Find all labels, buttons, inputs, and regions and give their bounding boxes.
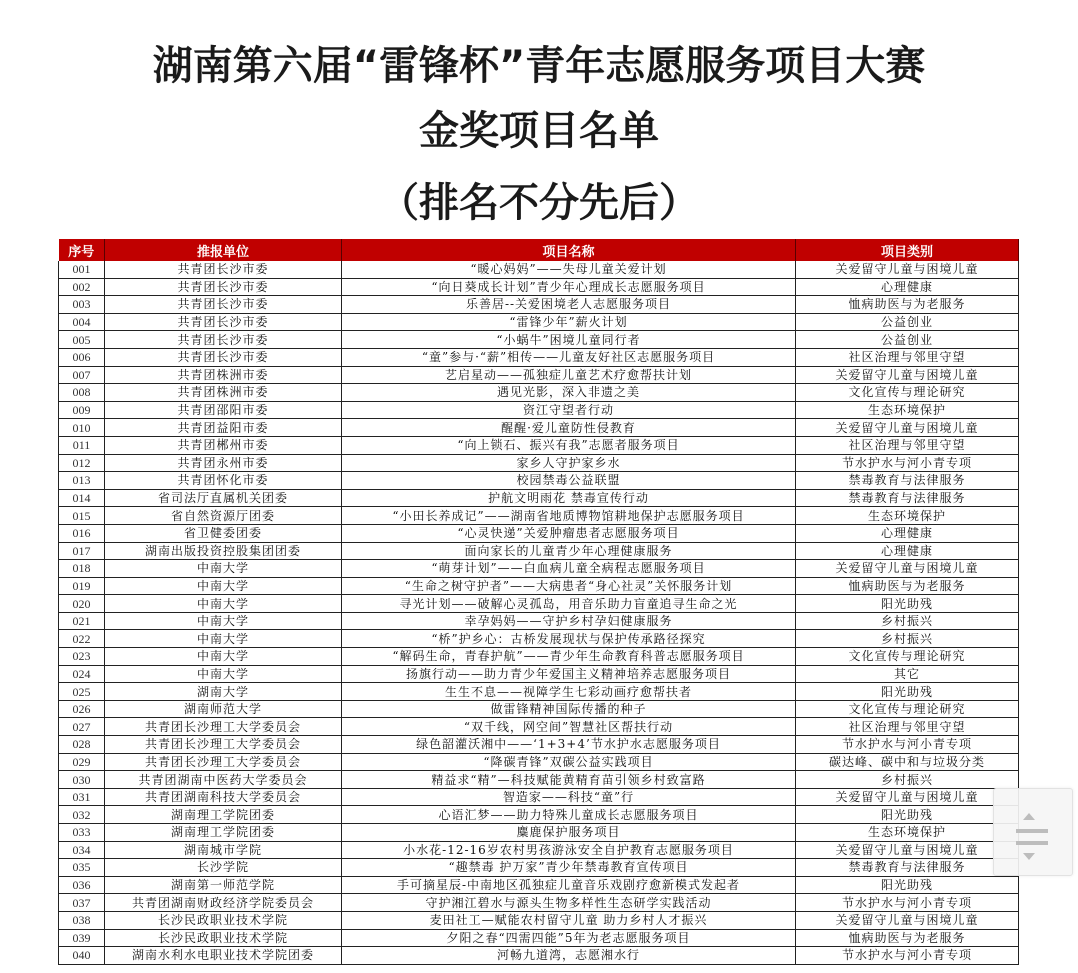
table-row bbox=[59, 824, 1019, 842]
row-project: 绿色韶灌沃湘中——‘1+3+4’节水护水志愿服务项目 bbox=[342, 736, 796, 754]
row-number: 006 bbox=[59, 348, 105, 366]
row-project: 幸孕妈妈——守护乡村孕妇健康服务 bbox=[342, 612, 796, 630]
row-number: 027 bbox=[59, 718, 105, 736]
row-number: 038 bbox=[59, 911, 105, 929]
row-project: 乐善居--关爱困境老人志愿服务项目 bbox=[342, 296, 796, 314]
row-project: 家乡人守护家乡水 bbox=[342, 454, 796, 472]
column-header-unit: 推报单位 bbox=[105, 239, 342, 261]
row-unit: 共青团株洲市委 bbox=[105, 366, 342, 384]
row-number: 040 bbox=[59, 947, 105, 965]
row-unit: 湖南理工学院团委 bbox=[105, 806, 342, 824]
table-row bbox=[59, 278, 1019, 296]
grip-lines-icon[interactable] bbox=[1016, 841, 1048, 845]
row-unit: 共青团长沙理工大学委员会 bbox=[105, 718, 342, 736]
row-number: 036 bbox=[59, 876, 105, 894]
table-row bbox=[59, 296, 1019, 314]
table-row bbox=[59, 366, 1019, 384]
table-row bbox=[59, 507, 1019, 525]
row-category: 禁毒教育与法律服务 bbox=[796, 472, 1019, 490]
row-category: 关爱留守儿童与困境儿童 bbox=[796, 788, 1019, 806]
row-project: 资江守望者行动 bbox=[342, 401, 796, 419]
row-category: 禁毒教育与法律服务 bbox=[796, 859, 1019, 877]
row-number: 016 bbox=[59, 524, 105, 542]
row-number: 012 bbox=[59, 454, 105, 472]
table-row bbox=[59, 683, 1019, 701]
column-header-project: 项目名称 bbox=[342, 239, 796, 261]
row-unit: 中南大学 bbox=[105, 612, 342, 630]
page-subtitle: 金奖项目名单 bbox=[419, 108, 659, 154]
row-number: 014 bbox=[59, 489, 105, 507]
row-category: 文化宣传与理论研究 bbox=[796, 648, 1019, 666]
table-row bbox=[59, 261, 1019, 278]
row-number: 024 bbox=[59, 665, 105, 683]
table-row bbox=[59, 771, 1019, 789]
row-category: 社区治理与邻里守望 bbox=[796, 436, 1019, 454]
award-list-table bbox=[58, 239, 1019, 965]
row-project: “暖心妈妈”——失母儿童关爱计划 bbox=[342, 261, 796, 278]
row-category: 公益创业 bbox=[796, 313, 1019, 331]
table-row bbox=[59, 489, 1019, 507]
row-unit: 共青团长沙市委 bbox=[105, 331, 342, 349]
table-row bbox=[59, 436, 1019, 454]
row-unit: 共青团益阳市委 bbox=[105, 419, 342, 437]
row-category: 文化宣传与理论研究 bbox=[796, 384, 1019, 402]
row-number: 037 bbox=[59, 894, 105, 912]
row-number: 019 bbox=[59, 577, 105, 595]
table-row bbox=[59, 348, 1019, 366]
table-row bbox=[59, 630, 1019, 648]
row-project: “解码生命，青春护航”——青少年生命教育科普志愿服务项目 bbox=[342, 648, 796, 666]
row-category: 节水护水与河小青专项 bbox=[796, 947, 1019, 965]
table-row bbox=[59, 542, 1019, 560]
row-unit: 共青团长沙市委 bbox=[105, 278, 342, 296]
row-project: 守护湘江碧水与源头生物多样性生态研学实践活动 bbox=[342, 894, 796, 912]
row-project: 心语汇梦——助力特殊儿童成长志愿服务项目 bbox=[342, 806, 796, 824]
row-unit: 共青团郴州市委 bbox=[105, 436, 342, 454]
table-row bbox=[59, 313, 1019, 331]
row-category: 关爱留守儿童与困境儿童 bbox=[796, 560, 1019, 578]
row-project: 夕阳之春“四需四能”5年为老志愿服务项目 bbox=[342, 929, 796, 947]
row-project: 生生不息——视障学生七彩动画疗愈帮扶者 bbox=[342, 683, 796, 701]
row-project: “萌芽计划”——白血病儿童全病程志愿服务项目 bbox=[342, 560, 796, 578]
row-category: 阳光助残 bbox=[796, 683, 1019, 701]
table-row bbox=[59, 859, 1019, 877]
row-category: 恤病助医与为老服务 bbox=[796, 296, 1019, 314]
row-number: 029 bbox=[59, 753, 105, 771]
table-row bbox=[59, 577, 1019, 595]
row-project: 做雷锋精神国际传播的种子 bbox=[342, 700, 796, 718]
row-category: 节水护水与河小青专项 bbox=[796, 454, 1019, 472]
row-project: 精益求“精”—科技赋能黄精育苗引领乡村致富路 bbox=[342, 771, 796, 789]
row-number: 003 bbox=[59, 296, 105, 314]
row-unit: 中南大学 bbox=[105, 577, 342, 595]
row-project: 麋鹿保护服务项目 bbox=[342, 824, 796, 842]
row-category: 关爱留守儿童与困境儿童 bbox=[796, 911, 1019, 929]
row-project: 护航文明雨花 禁毒宣传行动 bbox=[342, 489, 796, 507]
row-unit: 共青团长沙市委 bbox=[105, 313, 342, 331]
row-number: 034 bbox=[59, 841, 105, 859]
row-unit: 湖南水利水电职业技术学院团委 bbox=[105, 947, 342, 965]
row-category: 节水护水与河小青专项 bbox=[796, 736, 1019, 754]
row-number: 009 bbox=[59, 401, 105, 419]
table-row bbox=[59, 595, 1019, 613]
grip-lines-icon[interactable] bbox=[1016, 829, 1048, 833]
table-row bbox=[59, 331, 1019, 349]
row-project: “雷锋少年”薪火计划 bbox=[342, 313, 796, 331]
row-project: “向上锁石、振兴有我”志愿者服务项目 bbox=[342, 436, 796, 454]
row-number: 018 bbox=[59, 560, 105, 578]
row-unit: 共青团湖南中医药大学委员会 bbox=[105, 771, 342, 789]
row-number: 032 bbox=[59, 806, 105, 824]
table-row bbox=[59, 876, 1019, 894]
row-category: 关爱留守儿童与困境儿童 bbox=[796, 366, 1019, 384]
row-category: 关爱留守儿童与困境儿童 bbox=[796, 419, 1019, 437]
row-number: 004 bbox=[59, 313, 105, 331]
row-number: 005 bbox=[59, 331, 105, 349]
row-project: “双千线，网空间”智慧社区帮扶行动 bbox=[342, 718, 796, 736]
table-row bbox=[59, 718, 1019, 736]
row-category: 关爱留守儿童与困境儿童 bbox=[796, 841, 1019, 859]
row-unit: 中南大学 bbox=[105, 665, 342, 683]
table-row bbox=[59, 612, 1019, 630]
row-unit: 中南大学 bbox=[105, 630, 342, 648]
table-row bbox=[59, 929, 1019, 947]
row-unit: 中南大学 bbox=[105, 648, 342, 666]
row-project: 手可摘星辰-中南地区孤独症儿童音乐戏剧疗愈新模式发起者 bbox=[342, 876, 796, 894]
row-project: 小水花-12-16岁农村男孩游泳安全自护教育志愿服务项目 bbox=[342, 841, 796, 859]
row-unit: 共青团长沙市委 bbox=[105, 348, 342, 366]
row-number: 025 bbox=[59, 683, 105, 701]
row-category: 阳光助残 bbox=[796, 595, 1019, 613]
column-header-category: 项目类别 bbox=[796, 239, 1019, 261]
row-unit: 湖南城市学院 bbox=[105, 841, 342, 859]
row-category: 其它 bbox=[796, 665, 1019, 683]
row-project: 扬旗行动——助力青少年爱国主义精神培养志愿服务项目 bbox=[342, 665, 796, 683]
column-header-number: 序号 bbox=[59, 239, 105, 261]
row-project: “生命之树守护者”——大病患者“身心社灵”关怀服务计划 bbox=[342, 577, 796, 595]
row-number: 001 bbox=[59, 261, 105, 278]
row-project: “趣禁毒 护万家”青少年禁毒教育宣传项目 bbox=[342, 859, 796, 877]
table-row bbox=[59, 560, 1019, 578]
row-unit: 中南大学 bbox=[105, 560, 342, 578]
row-unit: 共青团邵阳市委 bbox=[105, 401, 342, 419]
row-project: 遇见光影，深入非遗之美 bbox=[342, 384, 796, 402]
table-row bbox=[59, 736, 1019, 754]
table-row bbox=[59, 841, 1019, 859]
table-row bbox=[59, 384, 1019, 402]
row-number: 021 bbox=[59, 612, 105, 630]
row-category: 节水护水与河小青专项 bbox=[796, 894, 1019, 912]
row-unit: 中南大学 bbox=[105, 595, 342, 613]
row-number: 028 bbox=[59, 736, 105, 754]
table-row bbox=[59, 524, 1019, 542]
row-unit: 共青团湖南财政经济学院委员会 bbox=[105, 894, 342, 912]
row-unit: 省自然资源厅团委 bbox=[105, 507, 342, 525]
table-row bbox=[59, 700, 1019, 718]
table-row bbox=[59, 894, 1019, 912]
row-project: “向日葵成长计划”青少年心理成长志愿服务项目 bbox=[342, 278, 796, 296]
row-project: “心灵快递”关爱肿瘤患者志愿服务项目 bbox=[342, 524, 796, 542]
triangle-up-icon[interactable] bbox=[1023, 813, 1035, 820]
row-category: 禁毒教育与法律服务 bbox=[796, 489, 1019, 507]
row-number: 031 bbox=[59, 788, 105, 806]
row-unit: 共青团株洲市委 bbox=[105, 384, 342, 402]
row-unit: 湖南师范大学 bbox=[105, 700, 342, 718]
row-project: 面向家长的儿童青少年心理健康服务 bbox=[342, 542, 796, 560]
row-number: 035 bbox=[59, 859, 105, 877]
row-category: 社区治理与邻里守望 bbox=[796, 348, 1019, 366]
row-number: 015 bbox=[59, 507, 105, 525]
row-project: 艺启星动——孤独症儿童艺术疗愈帮扶计划 bbox=[342, 366, 796, 384]
table-row bbox=[59, 947, 1019, 965]
row-unit: 长沙民政职业技术学院 bbox=[105, 911, 342, 929]
row-number: 007 bbox=[59, 366, 105, 384]
table-row bbox=[59, 419, 1019, 437]
row-category: 阳光助残 bbox=[796, 806, 1019, 824]
row-number: 022 bbox=[59, 630, 105, 648]
row-category: 心理健康 bbox=[796, 278, 1019, 296]
row-category: 社区治理与邻里守望 bbox=[796, 718, 1019, 736]
row-unit: 共青团长沙市委 bbox=[105, 296, 342, 314]
row-number: 039 bbox=[59, 929, 105, 947]
row-number: 002 bbox=[59, 278, 105, 296]
row-number: 010 bbox=[59, 419, 105, 437]
row-unit: 省卫健委团委 bbox=[105, 524, 342, 542]
row-unit: 共青团怀化市委 bbox=[105, 472, 342, 490]
row-project: “桥”护乡心：古桥发展现状与保护传承路径探究 bbox=[342, 630, 796, 648]
row-project: 智造家——科技“童”行 bbox=[342, 788, 796, 806]
row-unit: 共青团长沙理工大学委员会 bbox=[105, 753, 342, 771]
row-number: 017 bbox=[59, 542, 105, 560]
row-unit: 共青团湖南科技大学委员会 bbox=[105, 788, 342, 806]
row-unit: 长沙民政职业技术学院 bbox=[105, 929, 342, 947]
table-row bbox=[59, 806, 1019, 824]
row-category: 乡村振兴 bbox=[796, 771, 1019, 789]
table-row bbox=[59, 665, 1019, 683]
row-category: 生态环境保护 bbox=[796, 824, 1019, 842]
row-unit: 湖南大学 bbox=[105, 683, 342, 701]
row-category: 碳达峰、碳中和与垃圾分类 bbox=[796, 753, 1019, 771]
row-number: 033 bbox=[59, 824, 105, 842]
row-project: “降碳青锋”双碳公益实践项目 bbox=[342, 753, 796, 771]
table-row bbox=[59, 788, 1019, 806]
row-unit: 长沙学院 bbox=[105, 859, 342, 877]
row-number: 013 bbox=[59, 472, 105, 490]
row-category: 心理健康 bbox=[796, 542, 1019, 560]
row-unit: 湖南第一师范学院 bbox=[105, 876, 342, 894]
row-number: 030 bbox=[59, 771, 105, 789]
row-project: “小蜗牛”困境儿童同行者 bbox=[342, 331, 796, 349]
row-category: 阳光助残 bbox=[796, 876, 1019, 894]
floating-scroll-control[interactable] bbox=[993, 788, 1073, 876]
table-row bbox=[59, 454, 1019, 472]
row-category: 关爱留守儿童与困境儿童 bbox=[796, 261, 1019, 278]
row-unit: 共青团永州市委 bbox=[105, 454, 342, 472]
table-row bbox=[59, 472, 1019, 490]
row-project: “童”参与·“薪”相传——儿童友好社区志愿服务项目 bbox=[342, 348, 796, 366]
row-number: 008 bbox=[59, 384, 105, 402]
row-number: 023 bbox=[59, 648, 105, 666]
row-category: 生态环境保护 bbox=[796, 401, 1019, 419]
table-body bbox=[59, 261, 1019, 964]
row-category: 心理健康 bbox=[796, 524, 1019, 542]
row-category: 恤病助医与为老服务 bbox=[796, 929, 1019, 947]
row-unit: 共青团长沙市委 bbox=[105, 261, 342, 278]
row-unit: 湖南出版投资控股集团团委 bbox=[105, 542, 342, 560]
row-project: “小田长养成记”——湖南省地质博物馆耕地保护志愿服务项目 bbox=[342, 507, 796, 525]
table-header-row bbox=[59, 239, 1019, 261]
table-row bbox=[59, 911, 1019, 929]
row-project: 寻光计划——破解心灵孤岛，用音乐助力盲童追寻生命之光 bbox=[342, 595, 796, 613]
row-project: 河畅九道湾，志愿湘水行 bbox=[342, 947, 796, 965]
row-number: 011 bbox=[59, 436, 105, 454]
row-category: 乡村振兴 bbox=[796, 612, 1019, 630]
row-category: 公益创业 bbox=[796, 331, 1019, 349]
row-category: 生态环境保护 bbox=[796, 507, 1019, 525]
row-category: 乡村振兴 bbox=[796, 630, 1019, 648]
row-unit: 共青团长沙理工大学委员会 bbox=[105, 736, 342, 754]
triangle-down-icon[interactable] bbox=[1023, 853, 1035, 860]
row-unit: 湖南理工学院团委 bbox=[105, 824, 342, 842]
page-title: 湖南第六届“雷锋杯”青年志愿服务项目大赛 bbox=[152, 43, 926, 89]
table-row bbox=[59, 753, 1019, 771]
row-project: 麦田社工—赋能农村留守儿童 助力乡村人才振兴 bbox=[342, 911, 796, 929]
row-number: 026 bbox=[59, 700, 105, 718]
row-project: 醒醒·爱儿童防性侵教育 bbox=[342, 419, 796, 437]
row-project: 校园禁毒公益联盟 bbox=[342, 472, 796, 490]
table-row bbox=[59, 401, 1019, 419]
table-row bbox=[59, 648, 1019, 666]
page-note: （排名不分先后） bbox=[379, 180, 699, 226]
row-number: 020 bbox=[59, 595, 105, 613]
row-category: 恤病助医与为老服务 bbox=[796, 577, 1019, 595]
row-unit: 省司法厅直属机关团委 bbox=[105, 489, 342, 507]
row-category: 文化宣传与理论研究 bbox=[796, 700, 1019, 718]
